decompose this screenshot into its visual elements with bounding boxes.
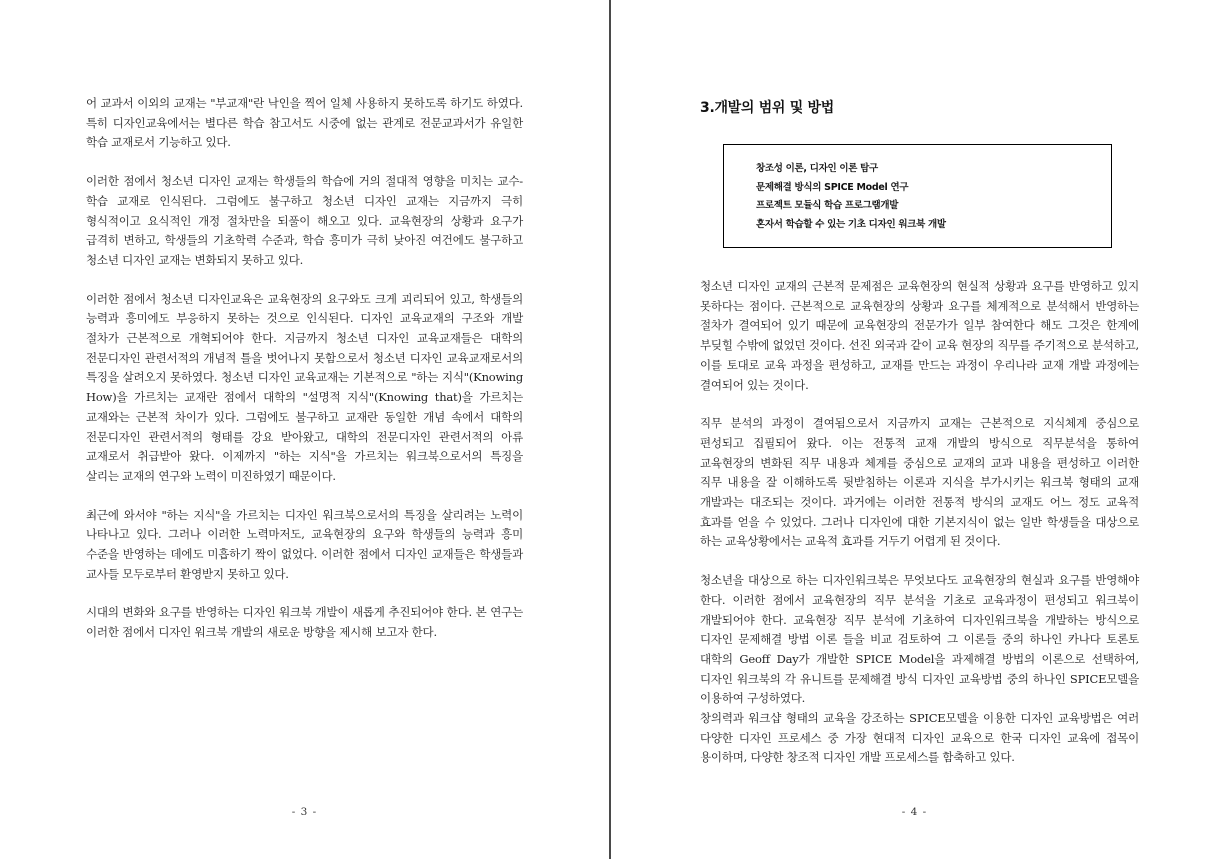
- paragraph: 어 교과서 이외의 교재는 "부교재"란 낙인을 찍어 일체 사용하지 못하도록 하기도 하였다. 특히 디자인교육에서는 별다른 학습 참고서도 시중에 없는 관계로 전문교과서가 유일한 학습 교재로서 기능하고 있다.: [86, 96, 523, 150]
- scope-item: 창조성 이론, 디자인 이론 탐구: [756, 163, 878, 174]
- paragraph: 이러한 점에서 청소년 디자인 교재는 학생들의 학습에 거의 절대적 영향을 미치는 교수-학습 교재로 인식된다. 그럼에도 불구하고 청소년 디자인 교재는 지금까지 극히 형식적이고 요식적인 개정 절차만을 되풀이 해오고 있다. 교육현장의 상황과 요구가 급격히 변하고, 학생들의 기초학력 수준과, 학습 흥미가 극히 낮아진 여건에도 불구하고 청소년 디자인 교재는 변화되지 못하고 있다.: [86, 174, 523, 267]
- section-title: 3.개발의 범위 및 방법: [700, 100, 834, 116]
- paragraph: 최근에 와서야 "하는 지식"을 가르치는 디자인 워크북으로서의 특징을 살리려는 노력이 나타나고 있다. 그러나 이러한 노력마저도, 교육현장의 요구와 학생들의 능력과 흥미 수준을 반영하는 데에도 미흡하기 짝이 없었다. 이러한 점에서 디자인 교재들은 학생들과 교사들 모두로부터 환영받지 못하고 있다.: [86, 507, 523, 581]
- paragraph: 청소년을 대상으로 하는 디자인워크북은 무엇보다도 교육현장의 현실과 요구를 반영해야 한다. 이러한 점에서 교육현장의 직무 분석을 기초로 교육과정이 편성되고 워크북이 개발되어야 한다. 교육현장 직무 분석에 기초하여 디자인워크북을 개발하는 방식으로 디자인 문제해결 방법 이론 들을 비교 검토하여 그 이론들 중의 하나인 카나다 토론토 대학의 Geoff Day가 개발한 SPICE Model을 과제해결 방법의 이론으로 선택하여, 디자인 워크북의 각 유니트를 문제해결 방식 디자인 교육방법 중의 하나인 SPICE모델을 이용하여 구성하였다.: [700, 573, 1139, 706]
- right-page-body: [700, 277, 1139, 787]
- right-page: [611, 0, 1218, 859]
- paragraph: 직무 분석의 과정이 결여됨으로서 지금까지 교재는 근본적으로 지식체계 중심으로 편성되고 집필되어 왔다. 이는 전통적 교재 개발의 방식으로 직무분석을 통하여 교육현장의 변화된 직무 내용과 체계를 중심으로 교재의 교과 내용을 편성하고 이러한 직무 내용을 잘 이해하도록 뒷받침하는 이론과 지식을 부가시키는 워크북 형태의 교재 개발과는 대조되는 것이다. 과거에는 이러한 전통적 방식의 교재도 어느 정도 교육적 효과를 얻을 수 있었다. 그러나 디자인에 대한 기본지식이 없는 일반 학생들을 대상으로 하는 교육상황에서는 교육적 효과를 거두기 어렵게 된 것이다.: [700, 416, 1139, 549]
- page-number: - 3 -: [291, 806, 318, 818]
- paragraph: 이러한 점에서 청소년 디자인교육은 교육현장의 요구와도 크게 괴리되어 있고, 학생들의 능력과 흥미에도 부응하지 못하는 것으로 인식된다. 디자인 교육교재의 구조와 개발 절차가 근본적으로 개혁되어야 한다. 지금까지 청소년 디자인 교육교재들은 대학의 전문디자인 관련서적의 개념적 틀을 벗어나지 못함으로서 청소년 디자인 교육교재로서의 특징을 살려오지 못하였다. 청소년 디자인 교육교재는 기본적으로 "하는 지식"(Knowing How)을 가르치는 교재란 점에서 대학의 "설명적 지식"(Knowing that)을 가르치는 교재와는 근본적 차이가 있다. 그럼에도 불구하고 교재란 동일한 개념 속에서 대학의 전문디자인 관련서적의 형태를 강요 받아왔고, 대학의 전문디자인 관련서적의 아류 교재로서 취급받아 왔다. 이제까지 "하는 지식"을 가르치는 워크북으로서의 특징을 살리는 교재의 연구와 노력이 미진하였기 때문이다.: [86, 291, 523, 483]
- paragraph: 시대의 변화와 요구를 반영하는 디자인 워크북 개발이 새롭게 추진되어야 한다. 본 연구는 이러한 점에서 디자인 워크북 개발의 새로운 방향을 제시해 보고자 한다.: [86, 605, 523, 640]
- left-page-body: [86, 94, 523, 662]
- scope-item: 문제해결 방식의 SPICE Model 연구: [756, 181, 909, 193]
- paragraph: 창의력과 워크샵 형태의 교육을 강조하는 SPICE모델을 이용한 디자인 교육방법은 여러 다양한 디자인 프로세스 중 가장 현대적 디자인 교육으로 한국 디자인 교육에 접목이 용이하며, 다양한 창조적 디자인 개발 프로세스를 함축하고 있다.: [700, 711, 1139, 765]
- scope-box: [723, 144, 1112, 248]
- scope-item: 프로젝트 모듈식 학습 프로그램개발: [756, 200, 899, 211]
- paragraph: 청소년 디자인 교재의 근본적 문제점은 교육현장의 현실적 상황과 요구를 반영하고 있지 못하다는 점이다. 근본적으로 교육현장의 상황과 요구를 체계적으로 분석해서 반영하는 절차가 결여되어 있기 때문에 교육현장의 전문가가 일부 참여한다 해도 그것은 한계에 부딪힐 수밖에 없었던 것이다. 선진 외국과 같이 교육 현장의 직무를 주기적으로 분석하고, 이를 토대로 교육 과정을 편성하고, 교재를 만드는 과정이 우리나라 교재 개발 과정에는 결여되어 있는 것이다.: [700, 279, 1139, 392]
- scope-item: 혼자서 학습할 수 있는 기초 디자인 워크북 개발: [756, 218, 946, 230]
- page-number: - 4 -: [901, 806, 928, 818]
